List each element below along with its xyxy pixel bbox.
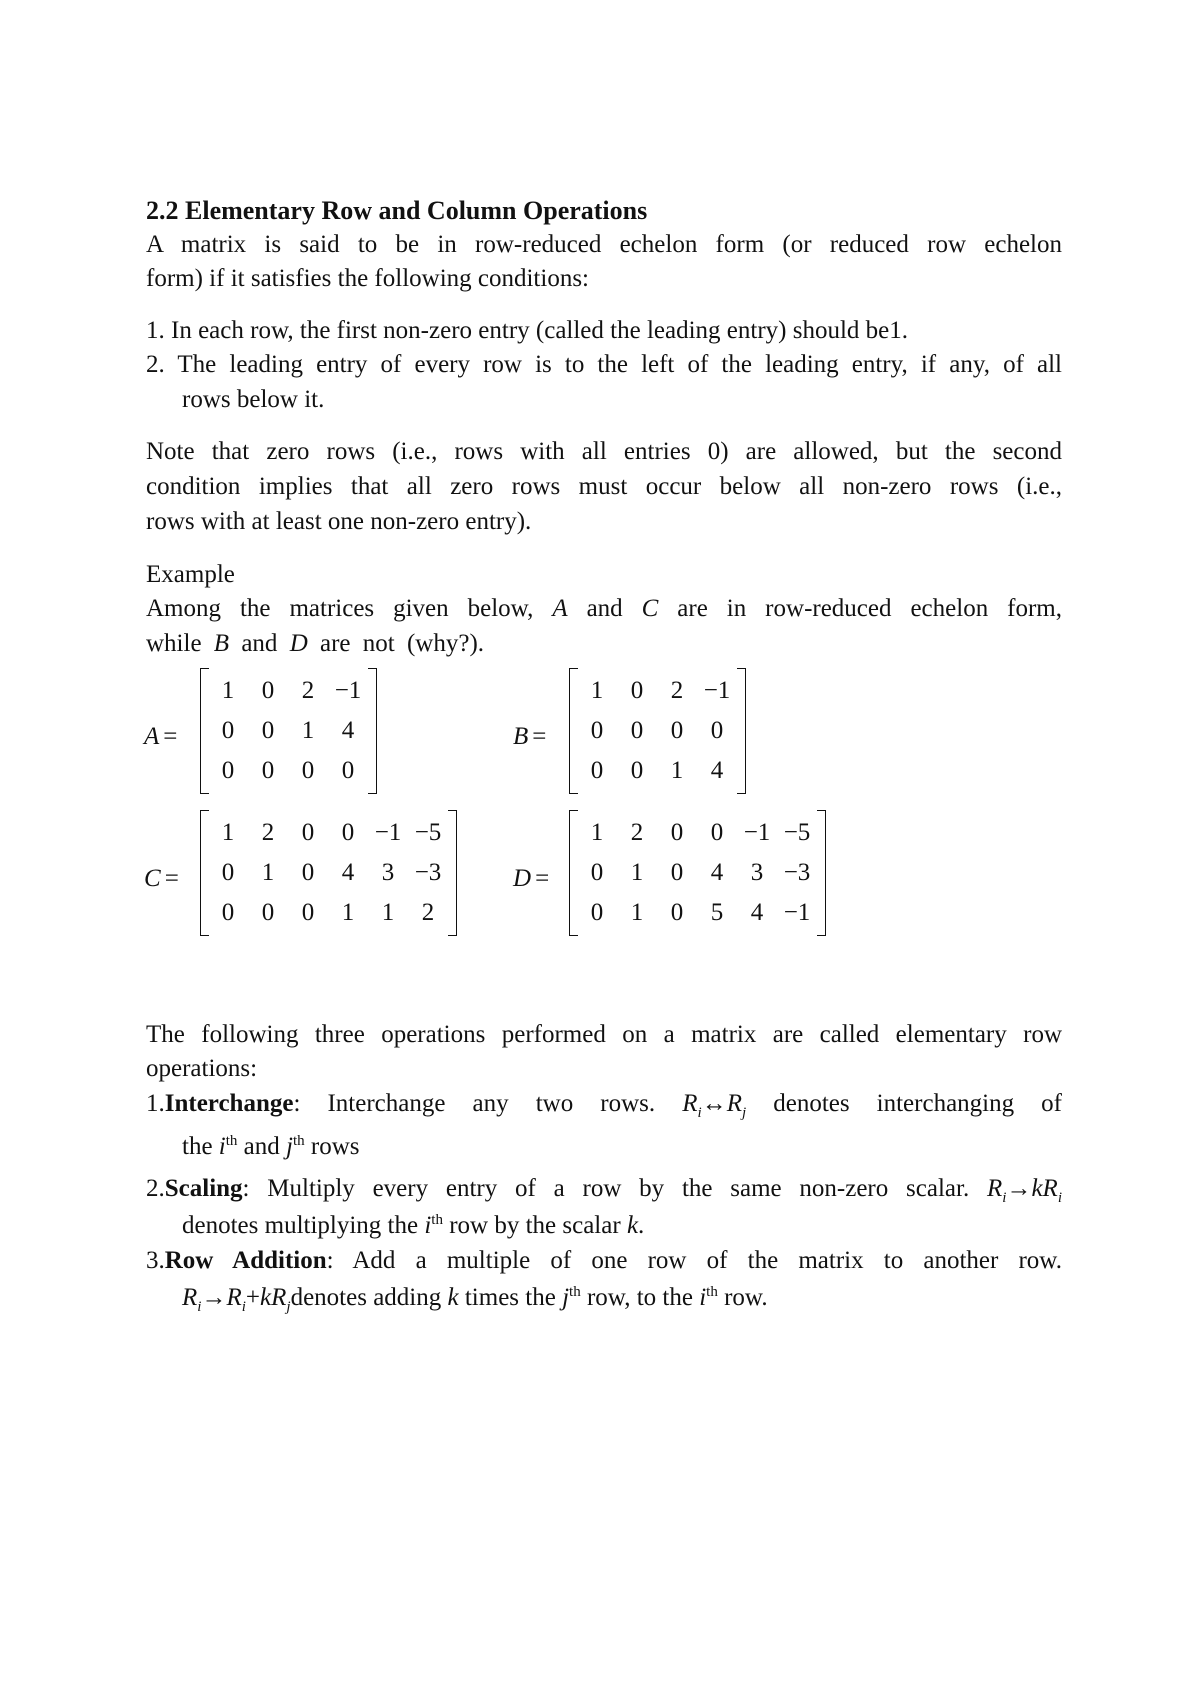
var-b: B (213, 630, 230, 657)
matrix-cell: 0 (630, 717, 644, 744)
matrix-cell: 1 (590, 819, 604, 846)
condition-2-line-2: rows below it. (182, 386, 325, 413)
matrix-cell: 4 (710, 757, 724, 784)
matrix-cell: 4 (341, 717, 355, 744)
matrix-cell: 0 (630, 757, 644, 784)
matrix-a-label: A = (144, 723, 178, 750)
matrix-cell: 0 (261, 899, 275, 926)
var-a: A (552, 595, 568, 622)
matrix-c-label: C = (144, 865, 179, 892)
example-line-1: Among the matrices given below, A and C are in row-reduced echelon form, (146, 595, 1063, 622)
matrix-cell: 1 (590, 677, 604, 704)
matrix-cell: 3 (381, 859, 395, 886)
matrix-cell: 2 (630, 819, 644, 846)
matrix-b-right-bracket (737, 668, 746, 794)
matrix-cell: 1 (630, 859, 644, 886)
matrix-cell: 0 (221, 899, 235, 926)
matrix-cell: 0 (261, 677, 275, 704)
matrix-cell: 1 (381, 899, 395, 926)
op-2-name: Scaling (164, 1175, 243, 1202)
matrix-b-label: B = (513, 723, 547, 750)
matrix-cell: 5 (710, 899, 724, 926)
matrix-cell: 2 (670, 677, 684, 704)
op-3-name: Row Addition (164, 1247, 327, 1274)
condition-2-line-1: 2. The leading entry of every row is to the left of the leading entry, if any, of all (146, 351, 1062, 378)
var-c: C (641, 595, 659, 622)
intro-line-2: form) if it satisfies the following conditions: (146, 265, 589, 292)
matrix-a-right-bracket (368, 668, 377, 794)
var-d: D (289, 630, 308, 657)
matrix-cell: 0 (221, 859, 235, 886)
matrix-cell: 0 (341, 819, 355, 846)
matrix-cell: 0 (590, 717, 604, 744)
matrix-cell: 1 (670, 757, 684, 784)
matrix-cell: 0 (630, 677, 644, 704)
matrix-d-right-bracket (817, 810, 826, 936)
op-2-line-1: 2.Scaling: Multiply every entry of a row by the same non-zero scalar. $R_i\to kR_i$ (146, 1175, 1062, 1206)
example-title: Example (146, 561, 235, 588)
matrix-cell: 0 (221, 757, 235, 784)
matrix-cell: 4 (341, 859, 355, 886)
ops-intro-line-1: The following three operations performed on a matrix are called elementary row (146, 1021, 1062, 1048)
matrix-cell: 0 (710, 717, 724, 744)
matrix-d-label: D = (513, 865, 550, 892)
op-1-name: Interchange (164, 1090, 294, 1117)
matrix-cell: 4 (750, 899, 764, 926)
matrix-cell: 0 (590, 859, 604, 886)
matrix-cell: 0 (670, 859, 684, 886)
example-line-2: while B and D are not (why?). (146, 630, 485, 657)
matrix-cell: −1 (703, 677, 731, 704)
note-line-2: condition implies that all zero rows must occur below all non-zero rows (i.e., (146, 473, 1062, 500)
matrix-cell: 0 (301, 859, 315, 886)
matrix-c-right-bracket (448, 810, 457, 936)
matrix-cell: 1 (341, 899, 355, 926)
note-line-1: Note that zero rows (i.e., rows with all entries 0) are allowed, but the second (146, 438, 1062, 465)
matrix-cell: 0 (301, 757, 315, 784)
matrix-cell: 2 (421, 899, 435, 926)
matrix-cell: 1 (221, 819, 235, 846)
matrix-cell: 0 (670, 899, 684, 926)
op-1-line-2: the $i^{th}$ and $j^{th}$ rows (182, 1133, 360, 1160)
matrix-cell: 0 (670, 717, 684, 744)
matrix-cell: 1 (301, 717, 315, 744)
matrix-cell: 1 (630, 899, 644, 926)
matrix-cell: −1 (374, 819, 402, 846)
matrix-cell: −1 (743, 819, 771, 846)
intro-line-1: A matrix is said to be in row-reduced echelon form (or reduced row echelon (146, 231, 1062, 258)
matrix-cell: 1 (221, 677, 235, 704)
op-1-line-1: 1.Interchange: Interchange any two rows. $R_i\leftrightarrow R_j$ denotes interchanging of (146, 1090, 1063, 1121)
op-3-line-1: 3.Row Addition: Add a multiple of one row of the matrix to another row. (146, 1247, 1062, 1274)
matrix-cell: 0 (221, 717, 235, 744)
note-line-3: rows with at least one non-zero entry). (146, 508, 532, 535)
matrix-cell: 0 (670, 819, 684, 846)
op-2-line-2: denotes multiplying the $i^{th}$ row by the scalar k. (182, 1212, 645, 1239)
section-heading: 2.2 Elementary Row and Column Operations (146, 196, 648, 225)
matrix-cell: 0 (590, 757, 604, 784)
matrix-cell: 0 (301, 899, 315, 926)
ops-intro-line-2: operations: (146, 1055, 258, 1082)
matrix-cell: −1 (783, 899, 811, 926)
matrix-cell: 2 (301, 677, 315, 704)
condition-1: 1. In each row, the first non-zero entry (called the leading entry) should be1. (146, 317, 908, 344)
matrix-cell: 0 (261, 717, 275, 744)
matrix-cell: 0 (590, 899, 604, 926)
matrix-cell: 0 (261, 757, 275, 784)
op-3-line-2: $R_i\to R_i+kR_jdenotes$ adding k times the $j^{th}$ row, to the $i^{th}$ row. (182, 1284, 768, 1315)
matrix-cell: 0 (710, 819, 724, 846)
matrix-cell: −5 (414, 819, 442, 846)
matrix-cell: 4 (710, 859, 724, 886)
matrix-cell: 1 (261, 859, 275, 886)
matrix-cell: −3 (783, 859, 811, 886)
matrix-cell: 2 (261, 819, 275, 846)
matrix-cell: 3 (750, 859, 764, 886)
matrix-cell: −3 (414, 859, 442, 886)
matrix-cell: 0 (341, 757, 355, 784)
matrix-cell: −1 (334, 677, 362, 704)
matrix-cell: 0 (301, 819, 315, 846)
matrix-cell: −5 (783, 819, 811, 846)
